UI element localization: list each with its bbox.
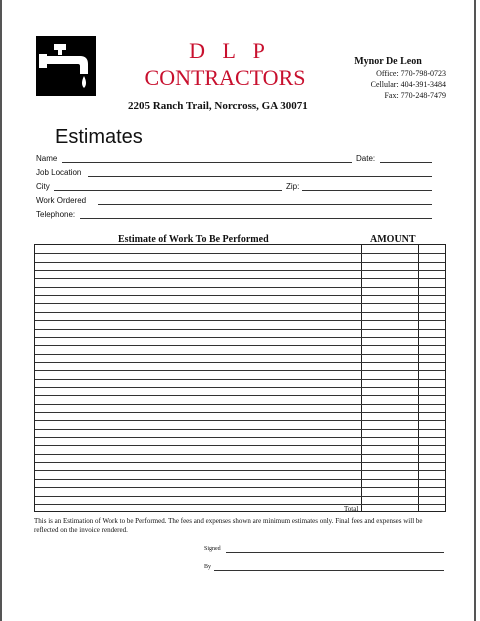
table-row-line (35, 303, 445, 304)
table-row-line (35, 420, 445, 421)
table-row-line (35, 454, 445, 455)
estimate-table[interactable] (34, 244, 446, 512)
table-row-line (35, 320, 445, 321)
page-left-border (0, 0, 2, 621)
table-row-line (35, 337, 445, 338)
city-label: City (36, 182, 50, 191)
telephone-label: Telephone: (36, 210, 76, 219)
table-row-line (35, 287, 445, 288)
company-subtitle: CONTRACTORS (144, 65, 306, 90)
amount-header: AMOUNT (370, 234, 416, 245)
contact-office: Office: 770-798-0723 (376, 69, 446, 78)
city-field[interactable] (54, 190, 282, 191)
description-header: Estimate of Work To Be Performed (118, 234, 269, 245)
company-address: 2205 Ranch Trail, Norcross, GA 30071 (128, 100, 308, 112)
table-row-line (35, 470, 445, 471)
table-row-line (35, 496, 445, 497)
table-row-line (35, 354, 445, 355)
table-row-line (35, 445, 445, 446)
company-name: D L P (189, 38, 271, 63)
table-row-line (35, 504, 445, 505)
table-row-line (35, 379, 445, 380)
table-row-line (35, 312, 445, 313)
table-row-line (35, 270, 445, 271)
table-row-line (35, 387, 445, 388)
work-ordered-label: Work Ordered (36, 196, 87, 205)
contact-cellular: Cellular: 404-391-3484 (370, 80, 446, 89)
contact-block (330, 56, 446, 101)
contact-name: Mynor De Leon (354, 56, 422, 67)
date-field[interactable] (380, 162, 432, 163)
contact-fax: Fax: 770-248-7479 (384, 91, 446, 100)
date-label: Date: (356, 154, 376, 163)
by-line[interactable] (214, 570, 444, 571)
table-row-line (35, 487, 445, 488)
zip-label: Zip: (286, 182, 300, 191)
table-row-line (35, 404, 445, 405)
form-title: Estimates (55, 126, 143, 148)
total-label: Total (344, 505, 359, 513)
page-right-border (474, 0, 476, 621)
table-row-line (35, 395, 445, 396)
signed-line[interactable] (226, 552, 444, 553)
table-row-line (35, 370, 445, 371)
table-row-line (35, 412, 445, 413)
disclaimer-text: This is an Estimation of Work to be Performed. The fees and expenses shown are minimum estimates only. Final fees and expenses will be reflected on the invoice rendered. (34, 517, 423, 534)
by-label: By (204, 564, 212, 570)
job-location-field[interactable] (88, 176, 432, 177)
signed-label: Signed (204, 546, 221, 552)
table-row-line (35, 429, 445, 430)
table-row-line (35, 462, 445, 463)
job-location-label: Job Location (36, 168, 82, 177)
table-row-line (35, 262, 445, 263)
work-ordered-field[interactable] (98, 204, 432, 205)
telephone-field[interactable] (80, 218, 432, 219)
table-row-line (35, 362, 445, 363)
name-label: Name (36, 154, 58, 163)
table-row-line (35, 329, 445, 330)
table-row-line (35, 295, 445, 296)
name-field[interactable] (62, 162, 352, 163)
table-row-line (35, 253, 445, 254)
table-row-line (35, 345, 445, 346)
table-row-line (35, 437, 445, 438)
table-row-line (35, 278, 445, 279)
zip-field[interactable] (302, 190, 432, 191)
faucet-logo-icon (36, 36, 96, 96)
table-row-line (35, 479, 445, 480)
